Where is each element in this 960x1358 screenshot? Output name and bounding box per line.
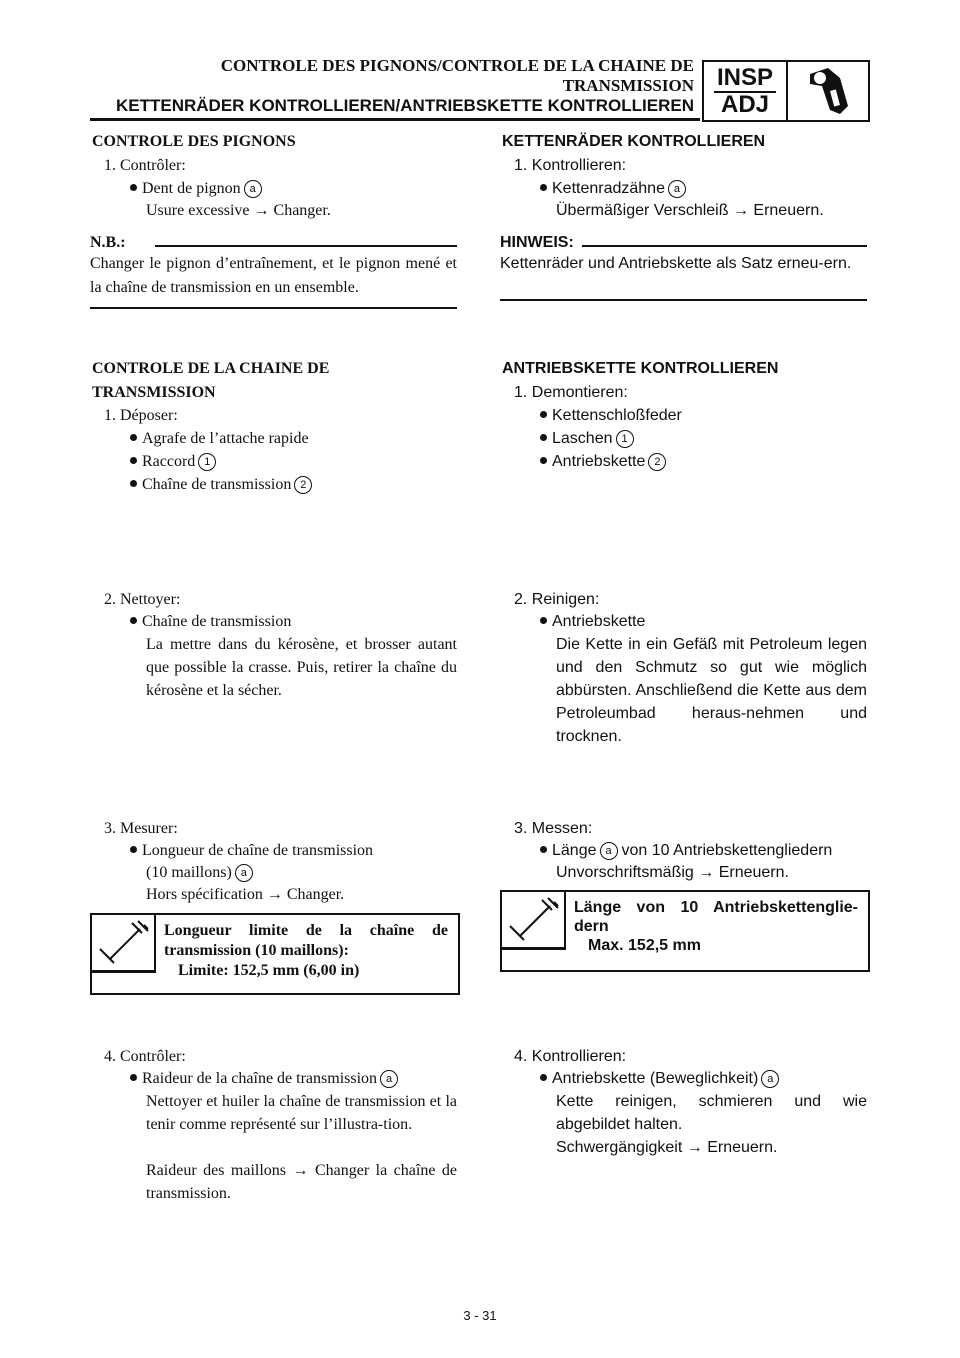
- header-rule: [90, 118, 700, 121]
- caliper-icon: [502, 892, 566, 948]
- fr-s2-step: 1. Déposer:: [104, 407, 178, 424]
- fr-s1-title: CONTROLE DES PIGNONS: [92, 133, 296, 150]
- wrench-icon: [788, 62, 868, 120]
- fr-s1-bullet-item: Dent de pignon a: [130, 178, 262, 200]
- fr-s5-text2: Raideur des maillons → Changer la chaîne de transmission.: [146, 1162, 457, 1202]
- fr-s3-text: La mettre dans du kérosène, et brosser autant que possible la crasse. Puis, retirer la chaîne du kérosène et la sécher.: [146, 636, 457, 699]
- de-s4-step: 3. Messen:: [514, 820, 593, 837]
- de-s5-step: 4. Kontrollieren:: [514, 1048, 627, 1065]
- fr-nb-text: Changer le pignon d’entraînement, et le pignon mené et la chaîne de transmission en un ensemble.: [90, 255, 457, 296]
- header-title-fr-line2: TRANSMISSION: [562, 76, 694, 95]
- fr-s1-step: 1. Contrôler:: [104, 157, 186, 174]
- ref-a: a: [244, 180, 262, 198]
- fr-s5-bullet: Raideur de la chaîne de transmission a: [130, 1068, 398, 1090]
- ref-a: a: [600, 842, 618, 860]
- de-spec-box: [500, 890, 870, 972]
- de-s2-title: ANTRIEBSKETTE KONTROLLIEREN: [502, 360, 779, 377]
- fr-s2-b1: Agrafe de l’attache rapide: [130, 428, 309, 450]
- de-nb-label: HINWEIS:: [500, 234, 574, 251]
- de-s3-bullet: Antriebskette: [540, 611, 645, 633]
- de-s3-text: Die Kette in ein Gefäß mit Petroleum legen und den Schmutz so gut wie möglich abbürsten. Anschließend die Kette aus dem Petroleumbad heraus-nehmen und trocknen.: [556, 636, 867, 745]
- ref-2: 2: [294, 476, 312, 494]
- de-s1-step: 1. Kontrollieren:: [514, 157, 627, 174]
- de-spec-line1: Länge von 10 Antriebskettenglie-: [574, 899, 858, 916]
- ref-1: 1: [616, 430, 634, 448]
- de-s3-step: 2. Reinigen:: [514, 591, 600, 608]
- de-s1-title: KETTENRÄDER KONTROLLIEREN: [502, 133, 766, 150]
- fr-spec-box: [90, 913, 460, 995]
- fr-nb-end-rule: [90, 307, 457, 309]
- de-s2-b2: Laschen 1: [540, 428, 634, 450]
- de-s2-step: 1. Demontieren:: [514, 384, 628, 401]
- de-s1-bullet: Kettenradzähne a: [540, 178, 686, 200]
- fr-s4-step: 3. Mesurer:: [104, 820, 178, 837]
- de-nb-text: Kettenräder und Antriebskette als Satz erneu-ern.: [500, 255, 852, 272]
- fr-spec-line2: transmission (10 maillons):: [164, 942, 349, 959]
- fr-s5-step: 4. Contrôler:: [104, 1048, 186, 1065]
- ref-a: a: [761, 1070, 779, 1088]
- insp-adj-badge: [702, 60, 870, 122]
- de-s5-text2: Schwergängigkeit → Erneuern.: [556, 1139, 778, 1156]
- page-number: 3 - 31: [463, 1308, 497, 1323]
- fr-s2-title2: TRANSMISSION: [92, 384, 216, 401]
- badge-insp: INSP: [716, 64, 773, 91]
- fr-s4-bullet2: (10 maillons) a: [146, 862, 253, 884]
- header-title-de: KETTENRÄDER KONTROLLIEREN/ANTRIEBSKETTE KONTROLLIEREN: [116, 96, 694, 115]
- caliper-icon: [92, 915, 156, 971]
- de-nb-rule: [582, 245, 867, 247]
- ref-a: a: [235, 864, 253, 882]
- fr-s3-bullet: Chaîne de transmission: [130, 611, 291, 633]
- badge-adj: ADJ: [720, 91, 769, 118]
- de-s5-bullet: Antriebskette (Beweglichkeit) a: [540, 1068, 779, 1090]
- de-s2-b3: Antriebskette 2: [540, 451, 666, 473]
- de-s1-result: Übermäßiger Verschleiß → Erneuern.: [556, 202, 824, 219]
- fr-nb-rule: [155, 245, 457, 247]
- fr-spec-line1: Longueur limite de la chaîne de: [164, 922, 448, 939]
- fr-s2-title1: CONTROLE DE LA CHAINE DE: [92, 360, 330, 377]
- fr-s5-text1: Nettoyer et huiler la chaîne de transmission et la tenir comme représenté sur l’illustra-tion.: [146, 1093, 457, 1133]
- ref-a: a: [668, 180, 686, 198]
- de-s5-text1: Kette reinigen, schmieren und wie abgebildet halten.: [556, 1093, 867, 1133]
- fr-s2-b2: Raccord 1: [130, 451, 216, 473]
- de-nb-end-rule: [500, 299, 867, 301]
- fr-nb-label: N.B.:: [90, 234, 126, 251]
- fr-s4-bullet: Longueur de chaîne de transmission: [130, 840, 373, 862]
- header-title-fr-line1: CONTROLE DES PIGNONS/CONTROLE DE LA CHAINE DE: [220, 56, 694, 75]
- fr-spec-line3: Limite: 152,5 mm (6,00 in): [178, 962, 360, 979]
- fr-s2-b3: Chaîne de transmission 2: [130, 474, 312, 496]
- ref-a: a: [380, 1070, 398, 1088]
- de-s4-bullet: Länge a von 10 Antriebskettengliedern: [540, 840, 832, 862]
- de-spec-line2: dern: [574, 918, 609, 935]
- fr-s3-step: 2. Nettoyer:: [104, 591, 181, 608]
- de-s4-result: Unvorschriftsmäßig → Erneuern.: [556, 864, 789, 881]
- ref-1: 1: [198, 453, 216, 471]
- de-spec-line3: Max. 152,5 mm: [588, 937, 701, 954]
- ref-2: 2: [648, 453, 666, 471]
- fr-s4-result: Hors spécification → Changer.: [146, 886, 345, 903]
- de-s2-b1: Kettenschloßfeder: [540, 405, 682, 427]
- fr-s1-result: Usure excessive → Changer.: [146, 202, 331, 219]
